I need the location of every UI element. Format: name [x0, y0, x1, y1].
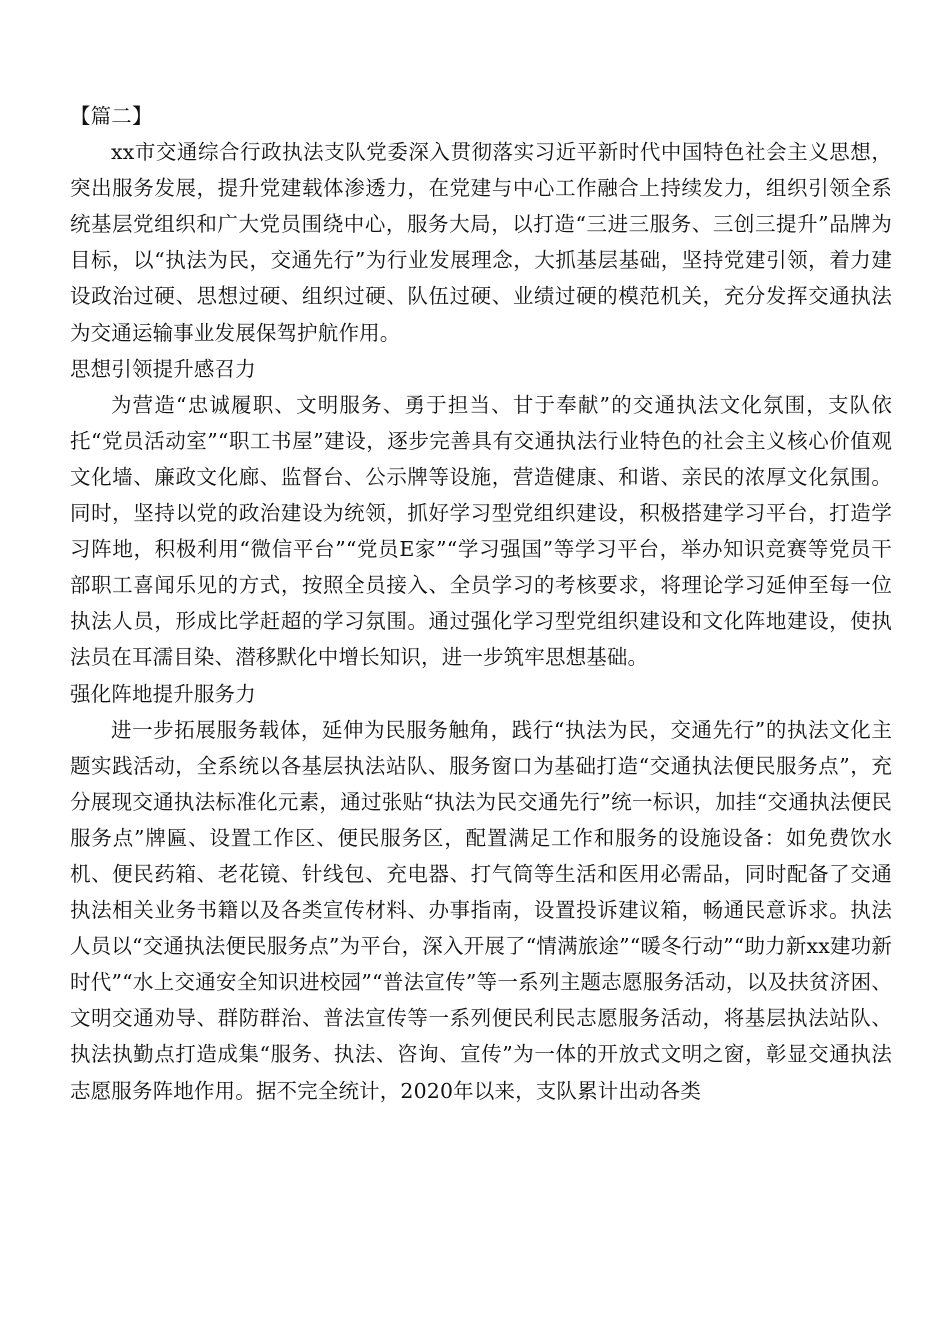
strengthen-position-paragraph: 进一步拓展服务载体，延伸为民服务触角，践行“执法为民，交通先行”的执法文化主题实践活动，全系统以各基层执法站队、服务窗口为基础打造“交通执法便民服务点”，充分展现交通执法标准化元素，通过张贴“执法为民交通先行”统一标识，加挂“交通执法便民服务点”牌匾、设置工作区、便民服务区，配置满足工作和服务的设施设备：如免费饮水机、便民药箱、老花镜、针线包、充电器、打气筒等生活和医用必需品，同时配备了交通执法相关业务书籍以及各类宣传材料、办事指南，设置投诉建议箱，畅通民意诉求。执法人员以“交通执法便民服务点”为平台，深入开展了“情满旅途”“暖冬行动”“助力新xx建功新时代”“水上交通安全知识进校园”“普法宣传”等一系列主题志愿服务活动，以及扶贫济困、文明交通劝导、群防群治、普法宣传等一系列便民利民志愿服务活动，将基层执法站队、执法执勤点打造成集“服务、执法、咨询、宣传”为一体的开放式文明之窗，彰显交通执法志愿服务阵地作用。据不完全统计，2020年以来，支队累计出动各类 [70, 717, 892, 1103]
section-title: 【篇二】 [70, 104, 153, 128]
subheading-strengthen-position: 强化阵地提升服务力 [70, 681, 256, 706]
subheading-ideological-guidance: 思想引领提升感召力 [70, 356, 256, 381]
document-body [70, 98, 892, 1109]
ideological-guidance-paragraph: 为营造“忠诚履职、文明服务、勇于担当、甘于奉献”的交通执法文化氛围，支队依托“党员活动室”“职工书屋”建设，逐步完善具有交通执法行业特色的社会主义核心价值观文化墙、廉政文化廊、监督台、公示牌等设施，营造健康、和谐、亲民的浓厚文化氛围。同时，坚持以党的政治建设为统领，抓好学习型党组织建设，积极搭建学习平台，打造学习阵地，积极利用“微信平台”“党员E家”“学习强国”等学习平台，举办知识竞赛等党员干部职工喜闻乐见的方式，按照全员接入、全员学习的考核要求，将理论学习延伸至每一位执法人员，形成比学赶超的学习氛围。通过强化学习型党组织建设和文化阵地建设，使执法员在耳濡目染、潜移默化中增长知识，进一步筑牢思想基础。 [70, 392, 892, 670]
intro-paragraph: xx市交通综合行政执法支队党委深入贯彻落实习近平新时代中国特色社会主义思想，突出服务发展，提升党建载体渗透力，在党建与中心工作融合上持续发力，组织引领全系统基层党组织和广大党员围绕中心，服务大局，以打造“三进三服务、三创三提升”品牌为目标，以“执法为民，交通先行”为行业发展理念，大抓基层基础，坚持党建引领，着力建设政治过硬、思想过硬、组织过硬、队伍过硬、业绩过硬的模范机关，充分发挥交通执法为交通运输事业发展保驾护航作用。 [70, 140, 892, 345]
